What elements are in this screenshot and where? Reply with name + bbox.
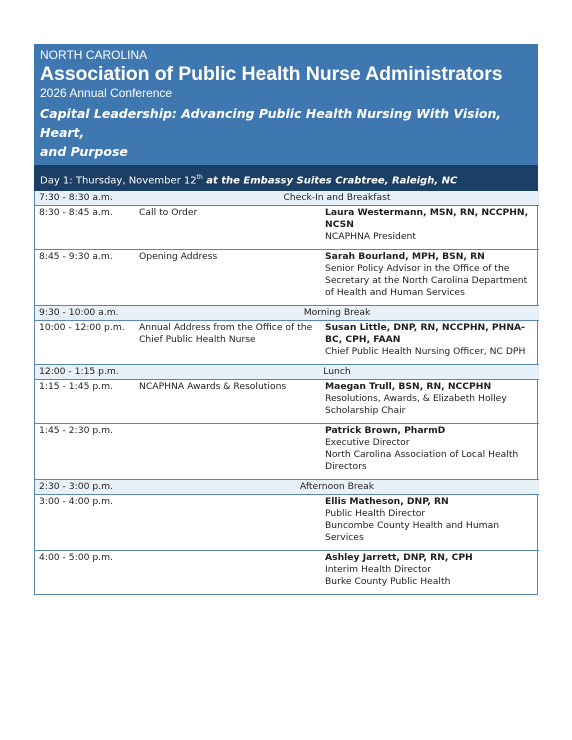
state-label: NORTH CAROLINA: [40, 48, 148, 62]
time-cell: 10:00 - 12:00 p.m.: [35, 321, 135, 365]
speaker-cell: [321, 551, 539, 595]
theme-line-2: and Purpose: [40, 144, 128, 159]
session-title: Call to Order: [135, 206, 321, 250]
speaker-name: Ellis Matheson, DNP, RN: [325, 496, 449, 507]
speaker-name: Laura Westermann, MSN, RN, NCCPHN, NCSN: [325, 207, 529, 230]
break-row: [35, 191, 539, 206]
break-row: [35, 480, 539, 495]
speaker-cell: [321, 206, 539, 250]
session-row: [35, 380, 539, 424]
schedule-frame: [34, 191, 538, 595]
session-row: [35, 250, 539, 306]
agenda-sheet: [34, 44, 538, 595]
session-row: [35, 321, 539, 365]
speaker-cell: [321, 250, 539, 306]
speaker-cell: [321, 424, 539, 480]
speaker-role: Public Health Director: [325, 508, 426, 519]
break-row: [35, 365, 539, 380]
session-title: Opening Address: [135, 250, 321, 306]
break-label: Check-In and Breakfast: [135, 191, 539, 206]
organization-name: Association of Public Health Nurse Administrators: [40, 63, 503, 85]
time-cell: 8:30 - 8:45 a.m.: [35, 206, 135, 250]
speaker-org: North Carolina Association of Local Health Directors: [325, 449, 519, 472]
time-cell: 7:30 - 8:30 a.m.: [35, 191, 135, 206]
session-title: NCAPHNA Awards & Resolutions: [135, 380, 321, 424]
day-date: Day 1: Thursday, November 12: [40, 175, 197, 187]
time-cell: 4:00 - 5:00 p.m.: [35, 551, 135, 595]
break-label: Lunch: [135, 365, 539, 380]
day-heading: [34, 165, 538, 191]
time-cell: 9:30 - 10:00 a.m.: [35, 306, 135, 321]
session-row: [35, 206, 539, 250]
session-title: Annual Address from the Office of the Chief Public Health Nurse: [135, 321, 321, 365]
speaker-cell: [321, 495, 539, 551]
session-title: [135, 424, 321, 480]
speaker-name: Ashley Jarrett, DNP, RN, CPH: [325, 552, 473, 563]
session-title: [135, 551, 321, 595]
speaker-role: Executive Director: [325, 437, 410, 448]
time-cell: 2:30 - 3:00 p.m.: [35, 480, 135, 495]
day-suffix: th: [196, 174, 203, 181]
speaker-role: NCAPHNA President: [325, 231, 416, 242]
speaker-name: Susan Little, DNP, RN, NCCPHN, PHNA-BC, CPH, FAAN: [325, 322, 525, 345]
break-row: [35, 306, 539, 321]
session-title: [135, 495, 321, 551]
session-row: [35, 424, 539, 480]
break-label: Morning Break: [135, 306, 539, 321]
speaker-role: Senior Policy Advisor in the Office of the Secretary at the North Carolina Department of Health and Human Services: [325, 263, 528, 298]
conference-title: 2026 Annual Conference: [40, 86, 173, 100]
speaker-org: Buncombe County Health and Human Services: [325, 520, 500, 543]
speaker-name: Sarah Bourland, MPH, BSN, RN: [325, 251, 485, 262]
time-cell: 1:45 - 2:30 p.m.: [35, 424, 135, 480]
break-label: Afternoon Break: [135, 480, 539, 495]
time-cell: 3:00 - 4:00 p.m.: [35, 495, 135, 551]
theme-line-1: Capital Leadership: Advancing Public Health Nursing With Vision, Heart,: [40, 106, 502, 140]
time-cell: 12:00 - 1:15 p.m.: [35, 365, 135, 380]
header-banner: [34, 44, 538, 165]
session-row: [35, 551, 539, 595]
speaker-name: Maegan Trull, BSN, RN, NCCPHN: [325, 381, 492, 392]
speaker-cell: [321, 321, 539, 365]
schedule-table: [35, 191, 539, 594]
day-location: at the Embassy Suites Crabtree, Raleigh, NC: [202, 175, 458, 187]
speaker-name: Patrick Brown, PharmD: [325, 425, 446, 436]
speaker-role: Chief Public Health Nursing Officer, NC DPH: [325, 346, 526, 357]
speaker-cell: [321, 380, 539, 424]
speaker-role: Resolutions, Awards, & Elizabeth Holley Scholarship Chair: [325, 393, 507, 416]
time-cell: 8:45 - 9:30 a.m.: [35, 250, 135, 306]
session-row: [35, 495, 539, 551]
speaker-role: Interim Health Director: [325, 564, 431, 575]
time-cell: 1:15 - 1:45 p.m.: [35, 380, 135, 424]
speaker-org: Burke County Public Health: [325, 576, 451, 587]
